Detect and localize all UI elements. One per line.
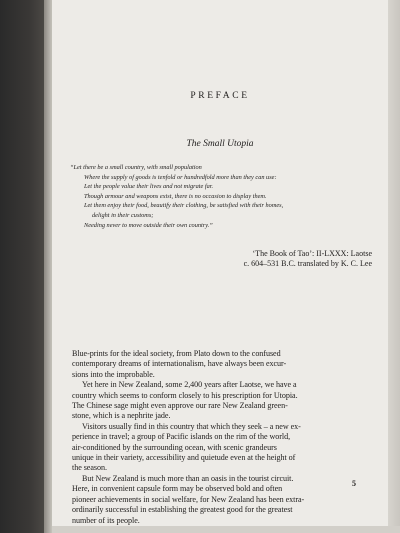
body-line: Blue-prints for the ideal society, from Plato down to the confused bbox=[72, 349, 281, 358]
body-line: unique in their variety, accessibility and quietude even at the height of bbox=[72, 453, 296, 463]
body-line: number of its people. bbox=[72, 515, 140, 525]
page-number: 5 bbox=[352, 479, 356, 488]
body-line: stone, which is a nephrite jade. bbox=[72, 411, 171, 421]
preface-heading: PREFACE bbox=[190, 91, 250, 101]
body-line: sions into the improbable. bbox=[72, 369, 155, 379]
quote-attribution bbox=[220, 249, 372, 270]
quote-line: Needing never to move outside their own country.” bbox=[84, 221, 213, 229]
body-line: perience in travel; a group of Pacific islands on the rim of the world, bbox=[72, 432, 291, 442]
quote-line: Where the supply of goods is tenfold or hundredfold more than they can use: bbox=[84, 173, 277, 181]
section-subtitle: The Small Utopia bbox=[186, 139, 254, 149]
page-edge-bottom bbox=[52, 526, 400, 533]
quote-line: Though armour and weapons exist, there is no occasion to display them. bbox=[84, 192, 267, 200]
epigraph-quote bbox=[70, 163, 380, 230]
body-line: contemporary dreams of internationalism, have always been excur- bbox=[72, 359, 287, 369]
body-line: the season. bbox=[72, 463, 107, 473]
body-line: pioneer achievements in social welfare, for New Zealand has been extra- bbox=[72, 494, 305, 504]
quote-line: Let the people value their lives and not migrate far. bbox=[84, 183, 214, 191]
quote-line: “Let there be a small country, with small population bbox=[70, 164, 202, 171]
page-edge-right bbox=[388, 0, 400, 533]
body-line: Yet here in New Zealand, some 2,400 years after Laotse, we have a bbox=[82, 380, 297, 390]
quote-line: delight in their customs; bbox=[92, 211, 154, 219]
body-line: Visitors usually find in this country that which they seek – a new ex- bbox=[82, 421, 301, 431]
preface-body bbox=[72, 349, 378, 526]
body-line: air-conditioned by the surrounding ocean, with scenic grandeurs bbox=[72, 442, 277, 452]
body-line: But New Zealand is much more than an oasis in the tourist circuit. bbox=[82, 473, 294, 483]
body-line: country which seems to conform closely to his prescription for Utopia. bbox=[72, 390, 298, 400]
quote-line: Let them enjoy their food, beautify their clothing, be satisfied with their homes, bbox=[84, 202, 284, 210]
body-line: The Chinese sage might even approve our rare New Zealand green- bbox=[72, 401, 288, 411]
body-line: ordinarily successful in establishing the greatest good for the greatest bbox=[72, 505, 293, 515]
attribution-line: c. 604–531 B.C. translated by K. C. Lee bbox=[243, 259, 372, 269]
attribution-line: ‘The Book of Tao’: II-LXXX: Laotse bbox=[252, 249, 372, 258]
body-line: Here, in convenient capsule form may be observed bold and often bbox=[72, 484, 283, 494]
